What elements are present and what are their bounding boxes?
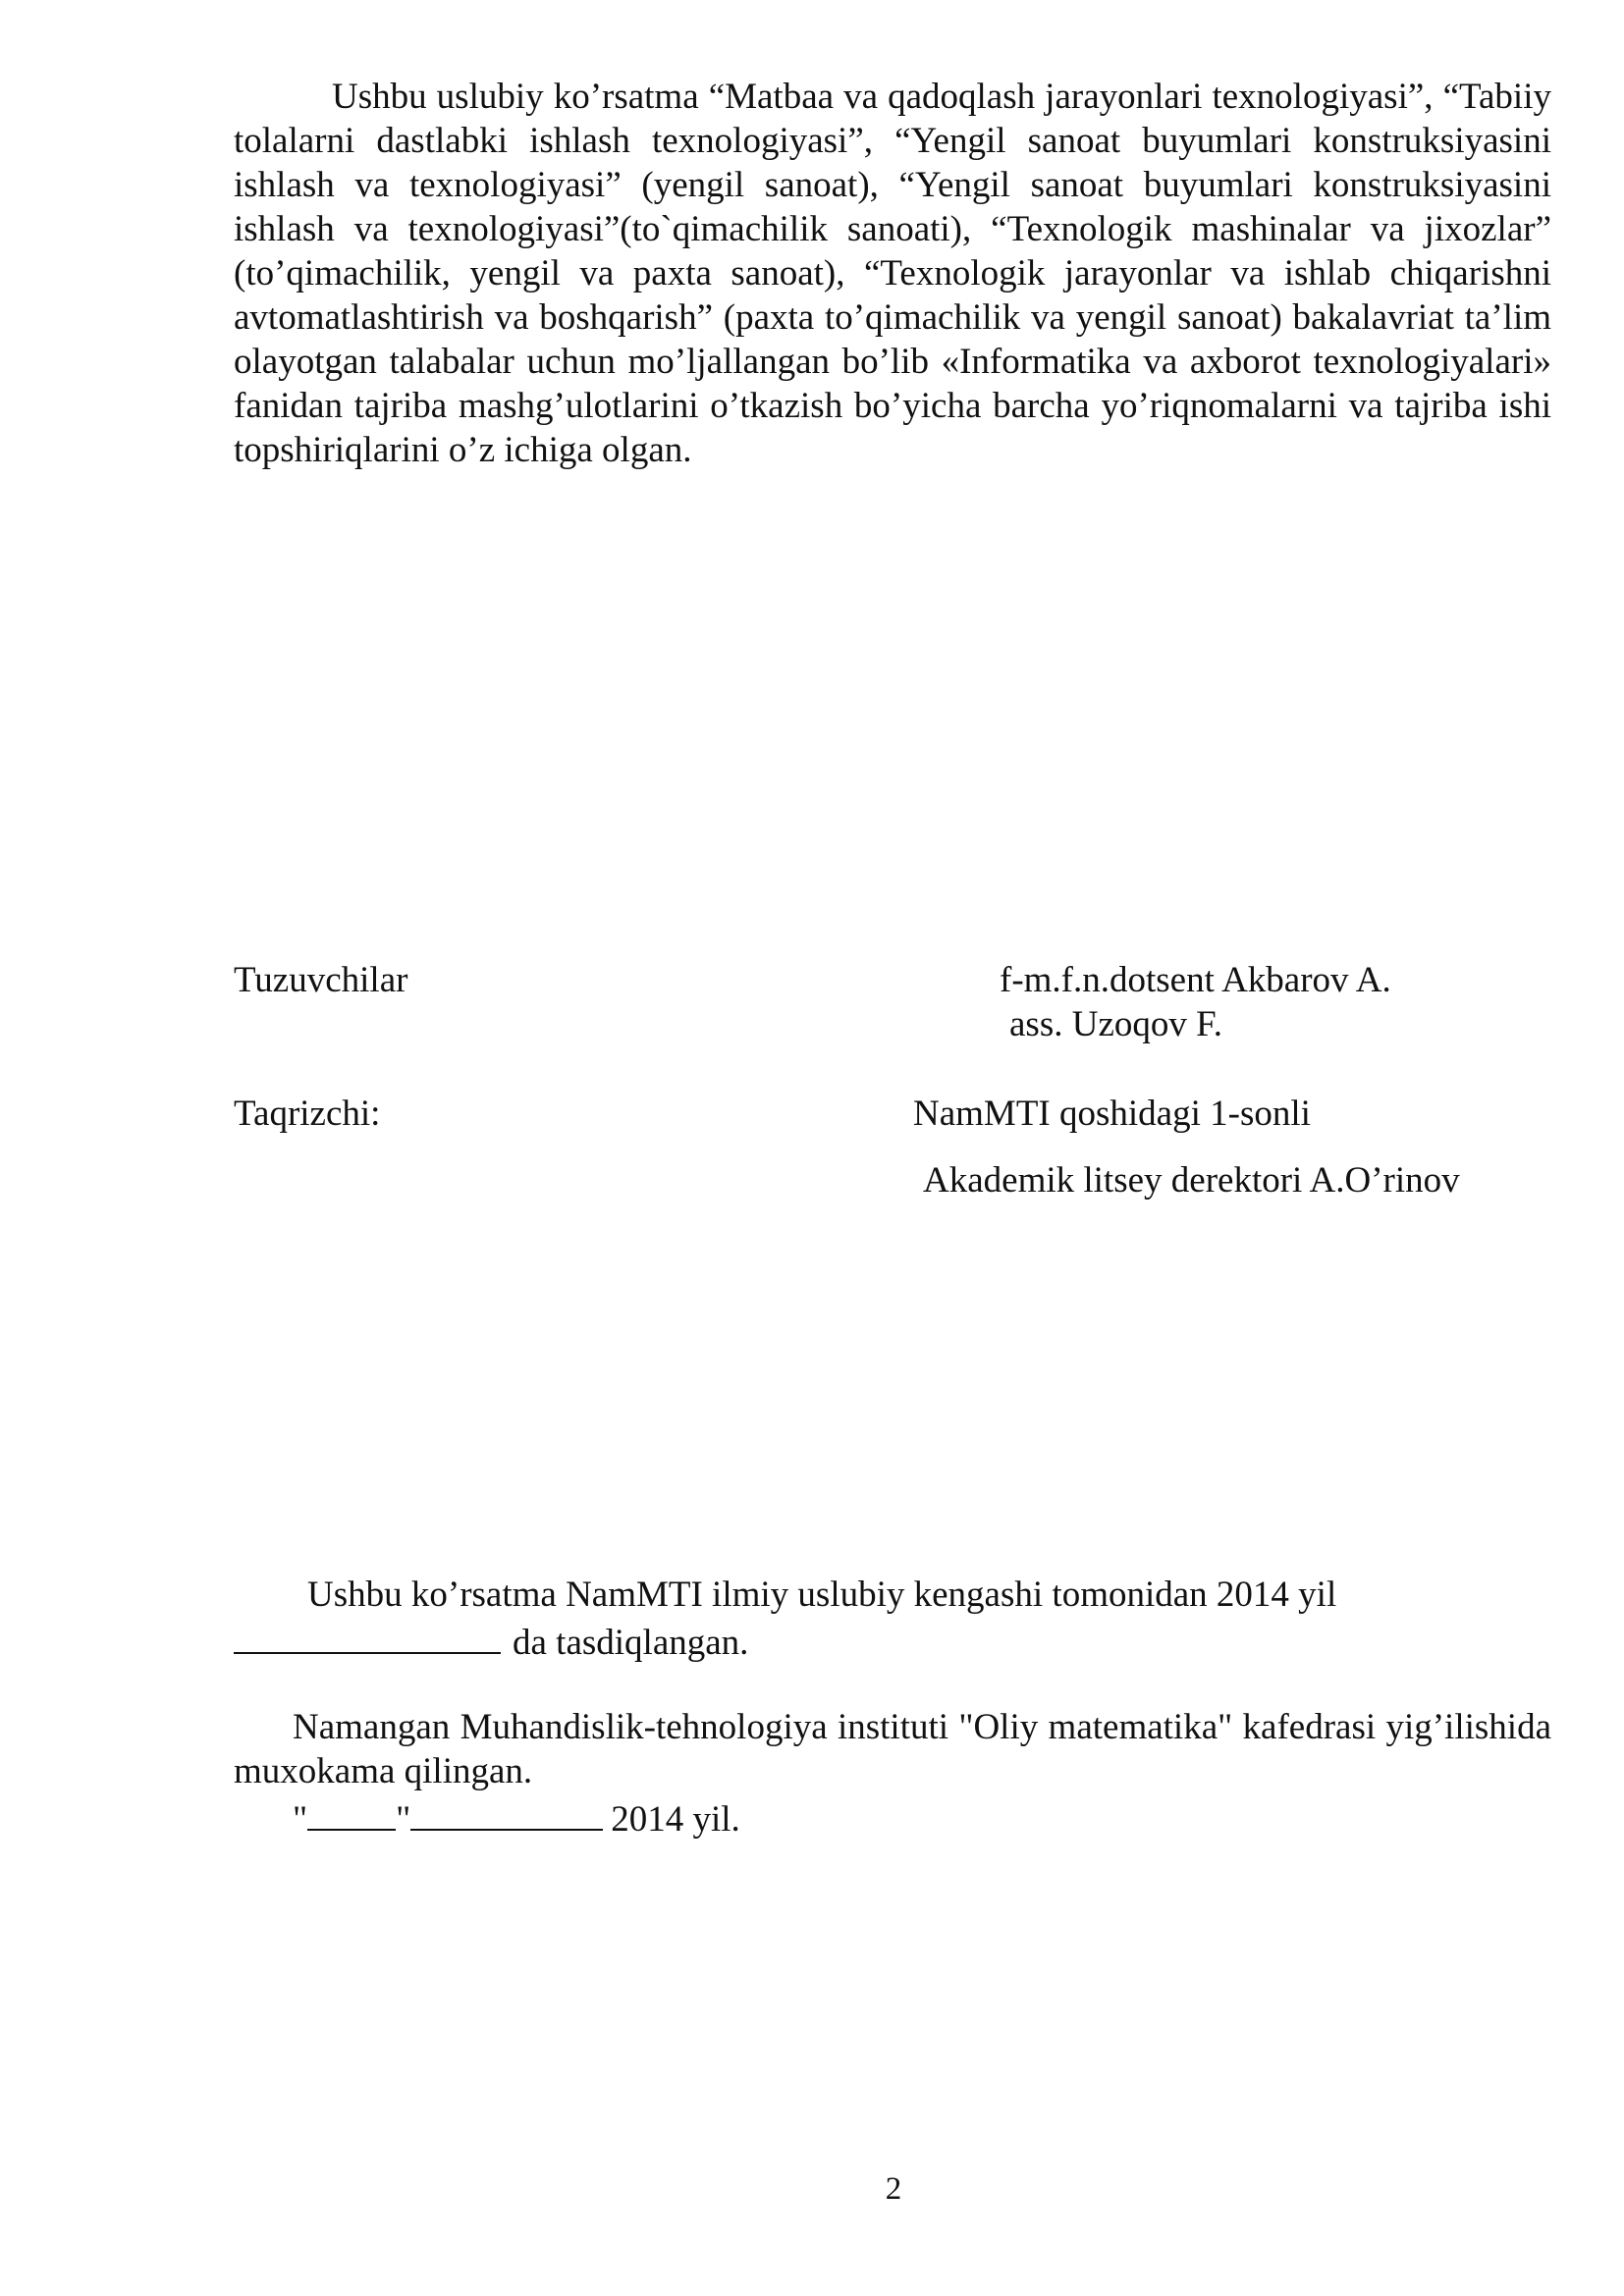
approval-suffix: da tasdiqlangan.: [513, 1623, 749, 1663]
discussion-statement: Namangan Muhandislik-tehnologiya instituti "Oliy matematika" kafedrasi yig’ilishida muxokama qilingan.: [234, 1707, 1551, 1791]
reviewer-line: Akademik litsey derektori A.O’rinov: [923, 1160, 1460, 1201]
intro-paragraph: Ushbu uslubiy ko’rsatma “Matbaa va qadoqlash jarayonlari texnologiyasi”, “Tabiiy tolalarni dastlabki ishlash texnologiyasi”, “Yengil sanoat buyumlari konstruksiyasini ishlash va texnologiyasi” (yengil sanoat), “Yengil sanoat buyumlari konstruksiyasini ishlash va texnologiyasi”(to`qimachilik sanoati), “Texnologik mashinalar va jixozlar” (to’qimachilik, yengil va paxta sanoat), “Texnologik jarayonlar va ishlab chiqarishni avtomatlashtirish va boshqarish” (paxta to’qimachilik va yengil sanoat) bakalavriat ta’lim olayotgan talabalar uchun mo’ljallangan bo’lib «Informatika va axborot texnologiyalari» fanidan tajriba mashg’ulotlarini o’tkazish bo’yicha barcha yo’riqnomalarni va tajriba ishi topshiriqlarini o’z ichiga olgan.: [234, 77, 1551, 470]
date-year: 2014 yil.: [611, 1799, 740, 1840]
approval-date-blank: [234, 1617, 501, 1654]
day-blank: [307, 1793, 396, 1831]
date-close-quote: ": [396, 1799, 411, 1840]
discussion-date: [293, 1793, 740, 1842]
author-name: ass. Uzoqov F.: [1009, 1004, 1222, 1044]
month-blank: [410, 1793, 603, 1831]
date-open-quote: ": [293, 1799, 308, 1840]
approval-line: Ushbu ko’rsatma NamMTI ilmiy uslubiy kengashi tomonidan 2014 yil: [307, 1575, 1337, 1615]
author-name: f-m.f.n.dotsent Akbarov A.: [1000, 960, 1391, 1000]
reviewer-label: Taqrizchi:: [234, 1094, 381, 1134]
reviewer-line: NamMTI qoshidagi 1-sonli: [913, 1094, 1311, 1134]
authors-label: Tuzuvchilar: [234, 960, 408, 1000]
page-number: 2: [885, 2171, 902, 2207]
approval-statement: [234, 1573, 1551, 1665]
